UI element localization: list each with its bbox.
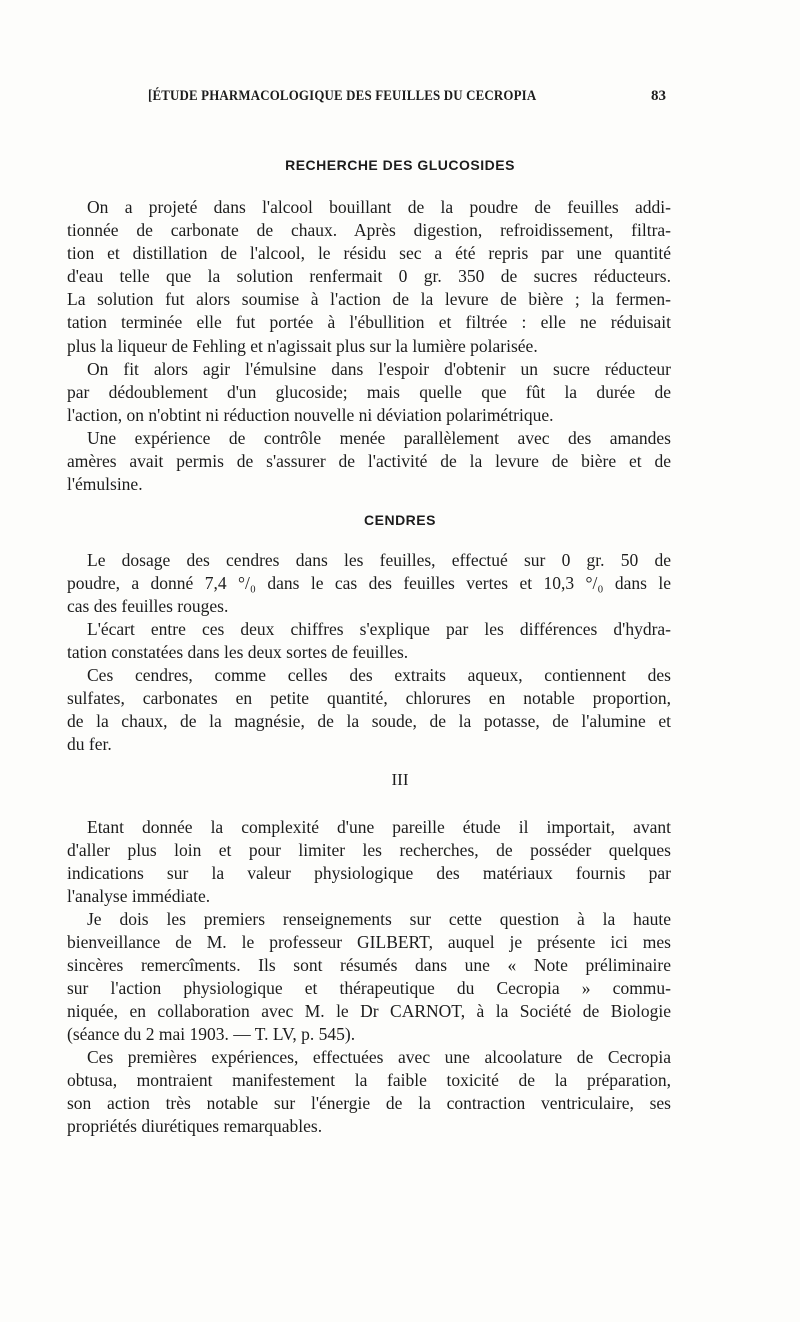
- paragraph: [67, 427, 671, 496]
- text-line: du fer.: [67, 734, 112, 755]
- paragraph: [67, 618, 671, 664]
- section-heading-glucosides: RECHERCHE DES GLUCOSIDES: [285, 157, 515, 173]
- text-line: amères avait permis de s'assurer de l'activité de la levure de bière et de: [67, 451, 671, 472]
- text-line: tation terminée elle fut portée à l'ébullition et filtrée : elle ne réduisait: [67, 312, 671, 333]
- section-heading-cendres: CENDRES: [364, 512, 436, 528]
- text-line: d'aller plus loin et pour limiter les recherches, de posséder quelques: [67, 840, 671, 861]
- text-line: de la chaux, de la magnésie, de la soude, de la potasse, de l'alumine et: [67, 711, 671, 732]
- text-line: l'analyse immédiate.: [67, 886, 211, 907]
- text-line: On a projeté dans l'alcool bouillant de la poudre de feuilles addi-: [87, 197, 671, 217]
- text-line: Ces cendres, comme celles des extraits aqueux, contiennent des: [87, 665, 671, 685]
- text-line: tation constatées dans les deux sortes de feuilles.: [67, 642, 409, 663]
- text-line: On fit alors agir l'émulsine dans l'espoir d'obtenir un sucre réducteur: [87, 359, 671, 379]
- text-line: bienveillance de M. le professeur GILBERT, auquel je présente ici mes: [67, 932, 671, 953]
- text-line: Le dosage des cendres dans les feuilles, effectué sur 0 gr. 50 de: [87, 550, 671, 570]
- text-line: La solution fut alors soumise à l'action de la levure de bière ; la fermen-: [67, 289, 671, 310]
- text-line: propriétés diurétiques remarquables.: [67, 1116, 323, 1137]
- paragraph: [67, 549, 671, 618]
- text-line: cas des feuilles rouges.: [67, 596, 229, 617]
- text-line: d'eau telle que la solution renfermait 0 gr. 350 de sucres réducteurs.: [67, 266, 671, 287]
- text-line: obtusa, montraient manifestement la faible toxicité de la préparation,: [67, 1070, 671, 1091]
- text-line: (séance du 2 mai 1903. — T. LV, p. 545).: [67, 1024, 356, 1045]
- text-line: niquée, en collaboration avec M. le Dr CARNOT, à la Société de Biologie: [67, 1001, 671, 1022]
- text-line: poudre, a donné 7,4 °/₀ dans le cas des feuilles vertes et 10,3 °/₀ dans le: [67, 573, 671, 594]
- paragraph: [67, 908, 671, 1047]
- text-line: indications sur la valeur physiologique des matériaux fournis par: [67, 863, 671, 884]
- text-line: sincères remercîments. Ils sont résumés dans une « Note préliminaire: [67, 955, 671, 976]
- text-line: son action très notable sur l'énergie de la contraction ventriculaire, ses: [67, 1093, 671, 1114]
- section-numeral: III: [391, 770, 409, 789]
- text-line: Je dois les premiers renseignements sur cette question à la haute: [87, 909, 671, 929]
- text-line: l'émulsine.: [67, 474, 143, 495]
- running-head: [ÉTUDE PHARMACOLOGIQUE DES FEUILLES DU CECROPIA: [148, 88, 537, 104]
- paragraph: [67, 196, 671, 358]
- text-line: tionnée de carbonate de chaux. Après digestion, refroidissement, filtra-: [67, 220, 671, 241]
- text-line: sur l'action physiologique et thérapeutique du Cecropia » commu-: [67, 978, 671, 999]
- paragraph: [67, 816, 671, 908]
- text-line: Etant donnée la complexité d'une pareille étude il importait, avant: [87, 817, 671, 837]
- text-line: l'action, on n'obtint ni réduction nouvelle ni déviation polarimétrique.: [67, 405, 554, 426]
- paragraph: [67, 358, 671, 427]
- text-line: Une expérience de contrôle menée parallèlement avec des amandes: [87, 428, 671, 448]
- text-line: sulfates, carbonates en petite quantité, chlorures en notable proportion,: [67, 688, 671, 709]
- page-number: 83: [651, 88, 666, 104]
- paragraph: [67, 664, 671, 756]
- text-line: Ces premières expériences, effectuées avec une alcoolature de Cecropia: [87, 1047, 671, 1067]
- paragraph: [67, 1046, 671, 1138]
- text-line: tion et distillation de l'alcool, le résidu sec a été repris par une quantité: [67, 243, 671, 264]
- text-line: par dédoublement d'un glucoside; mais quelle que fût la durée de: [67, 382, 671, 403]
- text-line: plus la liqueur de Fehling et n'agissait plus sur la lumière polarisée.: [67, 335, 538, 356]
- text-line: L'écart entre ces deux chiffres s'explique par les différences d'hydra-: [87, 619, 671, 639]
